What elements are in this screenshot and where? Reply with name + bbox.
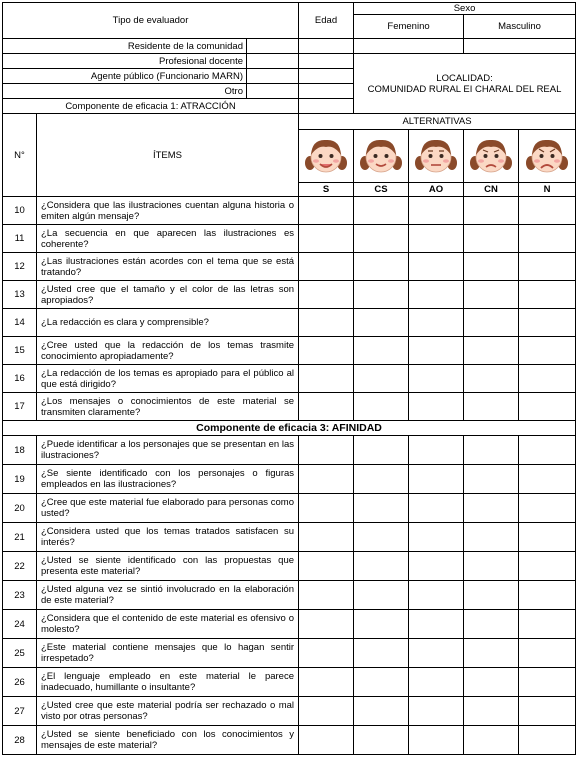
answer-cell-cs[interactable]	[354, 610, 409, 639]
answer-cell-s[interactable]	[299, 436, 354, 465]
answer-cell-cn[interactable]	[464, 697, 519, 726]
item-row	[3, 581, 576, 610]
answer-cell-ao[interactable]	[409, 668, 464, 697]
answer-cell-cn[interactable]	[464, 523, 519, 552]
answer-cell-s[interactable]	[299, 337, 354, 365]
item-row	[3, 639, 576, 668]
answer-cell-cs[interactable]	[354, 639, 409, 668]
answer-cell-n[interactable]	[519, 309, 576, 337]
answer-cell-n[interactable]	[519, 697, 576, 726]
item-question: ¿Los mensajes o conocimientos de este material se transmiten claramente?	[37, 393, 299, 421]
smile-face-icon	[354, 133, 408, 179]
item-question: ¿Se siente identificado con los personajes o figuras empleados en las ilustraciones?	[37, 465, 299, 494]
answer-cell-ao[interactable]	[409, 494, 464, 523]
answer-cell-n[interactable]	[519, 465, 576, 494]
item-question: ¿Puede identificar a los personajes que se presentan en las ilustraciones?	[37, 436, 299, 465]
role-other-age[interactable]	[299, 84, 354, 99]
answer-cell-cn[interactable]	[464, 197, 519, 225]
item-number: 22	[3, 552, 37, 581]
role-resident-age[interactable]	[299, 39, 354, 54]
option-label-s: S	[299, 183, 354, 197]
locality-box	[354, 54, 576, 114]
answer-cell-s[interactable]	[299, 610, 354, 639]
answer-cell-cn[interactable]	[464, 610, 519, 639]
answer-cell-n[interactable]	[519, 281, 576, 309]
answer-cell-cs[interactable]	[354, 494, 409, 523]
answer-cell-cn[interactable]	[464, 337, 519, 365]
answer-cell-ao[interactable]	[409, 610, 464, 639]
option-label-n: N	[519, 183, 576, 197]
answer-cell-s[interactable]	[299, 281, 354, 309]
item-number: 11	[3, 225, 37, 253]
item-number: 10	[3, 197, 37, 225]
answer-cell-n[interactable]	[519, 523, 576, 552]
locality-label: LOCALIDAD:	[436, 72, 493, 84]
answer-cell-s[interactable]	[299, 197, 354, 225]
face-cell-4	[519, 130, 576, 183]
answer-cell-n[interactable]	[519, 610, 576, 639]
answer-cell-cn[interactable]	[464, 465, 519, 494]
item-number: 23	[3, 581, 37, 610]
alternatives-header: ALTERNATIVAS	[299, 114, 576, 130]
answer-cell-n[interactable]	[519, 639, 576, 668]
answer-cell-cs[interactable]	[354, 393, 409, 421]
answer-cell-cs[interactable]	[354, 365, 409, 393]
role-public-agent-age[interactable]	[299, 69, 354, 84]
item-row	[3, 552, 576, 581]
answer-cell-cn[interactable]	[464, 309, 519, 337]
answer-cell-n[interactable]	[519, 552, 576, 581]
answer-cell-n[interactable]	[519, 253, 576, 281]
item-number: 18	[3, 436, 37, 465]
answer-cell-cs[interactable]	[354, 581, 409, 610]
evaluation-form	[2, 2, 576, 755]
item-row	[3, 253, 576, 281]
answer-cell-cs[interactable]	[354, 726, 409, 755]
item-number: 20	[3, 494, 37, 523]
item-row	[3, 610, 576, 639]
answer-cell-cn[interactable]	[464, 253, 519, 281]
role-public-agent-check[interactable]	[247, 69, 299, 84]
item-row	[3, 726, 576, 755]
item-question: ¿La secuencia en que aparecen las ilustraciones es coherente?	[37, 225, 299, 253]
answer-cell-cs[interactable]	[354, 197, 409, 225]
answer-cell-ao[interactable]	[409, 309, 464, 337]
answer-cell-ao[interactable]	[409, 581, 464, 610]
answer-cell-n[interactable]	[519, 668, 576, 697]
happy-face-icon	[299, 133, 353, 179]
answer-cell-s[interactable]	[299, 253, 354, 281]
item-question: ¿Usted cree que el tamaño y el color de las letras son apropiados?	[37, 281, 299, 309]
item-number: 15	[3, 337, 37, 365]
item-question: ¿La redacción es clara y comprensible?	[37, 309, 299, 337]
face-cell-0	[299, 130, 354, 183]
answer-cell-ao[interactable]	[409, 225, 464, 253]
age-header: Edad	[299, 3, 354, 39]
answer-cell-n[interactable]	[519, 581, 576, 610]
item-row	[3, 365, 576, 393]
sex-header: Sexo	[354, 3, 576, 15]
answer-cell-cn[interactable]	[464, 436, 519, 465]
face-cell-2	[409, 130, 464, 183]
item-question: ¿El lenguaje empleado en este material le parece inadecuado, humillante o insultante?	[37, 668, 299, 697]
role-other-check[interactable]	[247, 84, 299, 99]
role-teacher: Profesional docente	[3, 54, 247, 69]
item-row	[3, 436, 576, 465]
answer-cell-cs[interactable]	[354, 253, 409, 281]
answer-cell-n[interactable]	[519, 365, 576, 393]
answer-cell-s[interactable]	[299, 465, 354, 494]
face-cell-3	[464, 130, 519, 183]
item-row	[3, 309, 576, 337]
answer-cell-n[interactable]	[519, 197, 576, 225]
answer-cell-cs[interactable]	[354, 697, 409, 726]
answer-cell-ao[interactable]	[409, 436, 464, 465]
very-sad-face-icon	[519, 133, 575, 179]
item-row	[3, 197, 576, 225]
answer-cell-cs[interactable]	[354, 523, 409, 552]
option-label-cn: CN	[464, 183, 519, 197]
item-number: 13	[3, 281, 37, 309]
item-row	[3, 523, 576, 552]
item-question: ¿Las ilustraciones están acordes con el tema que se está tratando?	[37, 253, 299, 281]
component-1-title: Componente de eficacia 1: ATRACCIÓN	[3, 99, 299, 114]
item-row	[3, 225, 576, 253]
answer-cell-cs[interactable]	[354, 337, 409, 365]
item-row	[3, 465, 576, 494]
answer-cell-ao[interactable]	[409, 697, 464, 726]
items-header: ÍTEMS	[37, 114, 299, 197]
face-cell-1	[354, 130, 409, 183]
role-resident-female[interactable]	[354, 39, 464, 54]
role-teacher-age[interactable]	[299, 54, 354, 69]
answer-cell-cs[interactable]	[354, 668, 409, 697]
item-question: ¿Usted se siente identificado con las propuestas que presenta este material?	[37, 552, 299, 581]
item-question: ¿Usted cree que este material podría ser rechazado o mal visto por otras personas?	[37, 697, 299, 726]
item-number: 17	[3, 393, 37, 421]
answer-cell-cs[interactable]	[354, 552, 409, 581]
role-public-agent: Agente público (Funcionario MARN)	[3, 69, 247, 84]
answer-cell-cs[interactable]	[354, 436, 409, 465]
item-row	[3, 494, 576, 523]
answer-cell-s[interactable]	[299, 668, 354, 697]
answer-cell-n[interactable]	[519, 225, 576, 253]
answer-cell-ao[interactable]	[409, 639, 464, 668]
item-number: 27	[3, 697, 37, 726]
evaluator-type-header: Tipo de evaluador	[3, 3, 299, 39]
item-number: 16	[3, 365, 37, 393]
item-question: ¿Usted alguna vez se sintió involucrado en la elaboración de este material?	[37, 581, 299, 610]
answer-cell-cs[interactable]	[354, 281, 409, 309]
answer-cell-ao[interactable]	[409, 393, 464, 421]
answer-cell-ao[interactable]	[409, 253, 464, 281]
answer-cell-cn[interactable]	[464, 225, 519, 253]
answer-cell-s[interactable]	[299, 581, 354, 610]
answer-cell-n[interactable]	[519, 494, 576, 523]
item-question: ¿Cree usted que la redacción de los temas trasmite conocimiento apropiadamente?	[37, 337, 299, 365]
answer-cell-s[interactable]	[299, 639, 354, 668]
item-question: ¿La redacción de los temas es apropiado para el público al que está dirigido?	[37, 365, 299, 393]
answer-cell-ao[interactable]	[409, 465, 464, 494]
answer-cell-cn[interactable]	[464, 393, 519, 421]
answer-cell-n[interactable]	[519, 726, 576, 755]
answer-cell-ao[interactable]	[409, 365, 464, 393]
item-question: ¿Usted se siente beneficiado con los conocimientos y mensajes de este material?	[37, 726, 299, 755]
item-row	[3, 337, 576, 365]
answer-cell-cn[interactable]	[464, 726, 519, 755]
item-number: 25	[3, 639, 37, 668]
answer-cell-s[interactable]	[299, 552, 354, 581]
option-label-cs: CS	[354, 183, 409, 197]
answer-cell-s[interactable]	[299, 365, 354, 393]
answer-cell-n[interactable]	[519, 393, 576, 421]
answer-cell-s[interactable]	[299, 494, 354, 523]
component-1-age-blank	[299, 99, 354, 114]
locality-value: COMUNIDAD RURAL EI CHARAL DEL REAL	[367, 83, 562, 95]
option-label-ao: AO	[409, 183, 464, 197]
neutral-face-icon	[409, 133, 463, 179]
item-row	[3, 697, 576, 726]
answer-cell-cn[interactable]	[464, 494, 519, 523]
role-resident-check[interactable]	[247, 39, 299, 54]
answer-cell-cs[interactable]	[354, 309, 409, 337]
role-resident-male[interactable]	[464, 39, 576, 54]
answer-cell-s[interactable]	[299, 523, 354, 552]
role-resident: Residente de la comunidad	[3, 39, 247, 54]
female-header: Femenino	[354, 15, 464, 39]
role-teacher-check[interactable]	[247, 54, 299, 69]
answer-cell-ao[interactable]	[409, 197, 464, 225]
item-number: 19	[3, 465, 37, 494]
item-number: 26	[3, 668, 37, 697]
item-question: ¿Considera que el contenido de este material es ofensivo o molesto?	[37, 610, 299, 639]
item-row	[3, 668, 576, 697]
answer-cell-cn[interactable]	[464, 552, 519, 581]
answer-cell-n[interactable]	[519, 337, 576, 365]
item-number: 21	[3, 523, 37, 552]
role-other: Otro	[3, 84, 247, 99]
answer-cell-s[interactable]	[299, 309, 354, 337]
item-row	[3, 281, 576, 309]
answer-cell-n[interactable]	[519, 436, 576, 465]
answer-cell-ao[interactable]	[409, 281, 464, 309]
answer-cell-cs[interactable]	[354, 465, 409, 494]
answer-cell-ao[interactable]	[409, 552, 464, 581]
item-question: ¿Cree que este material fue elaborado para personas como usted?	[37, 494, 299, 523]
item-number: 24	[3, 610, 37, 639]
item-question: ¿Considera que las ilustraciones cuentan alguna historia o emiten algún mensaje?	[37, 197, 299, 225]
number-header: N°	[3, 114, 37, 197]
answer-cell-ao[interactable]	[409, 337, 464, 365]
answer-cell-cn[interactable]	[464, 365, 519, 393]
answer-cell-cs[interactable]	[354, 225, 409, 253]
answer-cell-ao[interactable]	[409, 726, 464, 755]
item-number: 28	[3, 726, 37, 755]
answer-cell-s[interactable]	[299, 726, 354, 755]
male-header: Masculino	[464, 15, 576, 39]
sad-face-icon	[464, 133, 518, 179]
answer-cell-ao[interactable]	[409, 523, 464, 552]
answer-cell-cn[interactable]	[464, 668, 519, 697]
item-question: ¿Este material contiene mensajes que lo hagan sentir irrespetado?	[37, 639, 299, 668]
item-row	[3, 393, 576, 421]
item-number: 12	[3, 253, 37, 281]
component-3-title: Componente de eficacia 3: AFINIDAD	[3, 421, 576, 436]
answer-cell-s[interactable]	[299, 225, 354, 253]
answer-cell-s[interactable]	[299, 393, 354, 421]
item-number: 14	[3, 309, 37, 337]
answer-cell-cn[interactable]	[464, 581, 519, 610]
item-question: ¿Considera usted que los temas tratados satisfacen su interés?	[37, 523, 299, 552]
answer-cell-s[interactable]	[299, 697, 354, 726]
answer-cell-cn[interactable]	[464, 639, 519, 668]
answer-cell-cn[interactable]	[464, 281, 519, 309]
